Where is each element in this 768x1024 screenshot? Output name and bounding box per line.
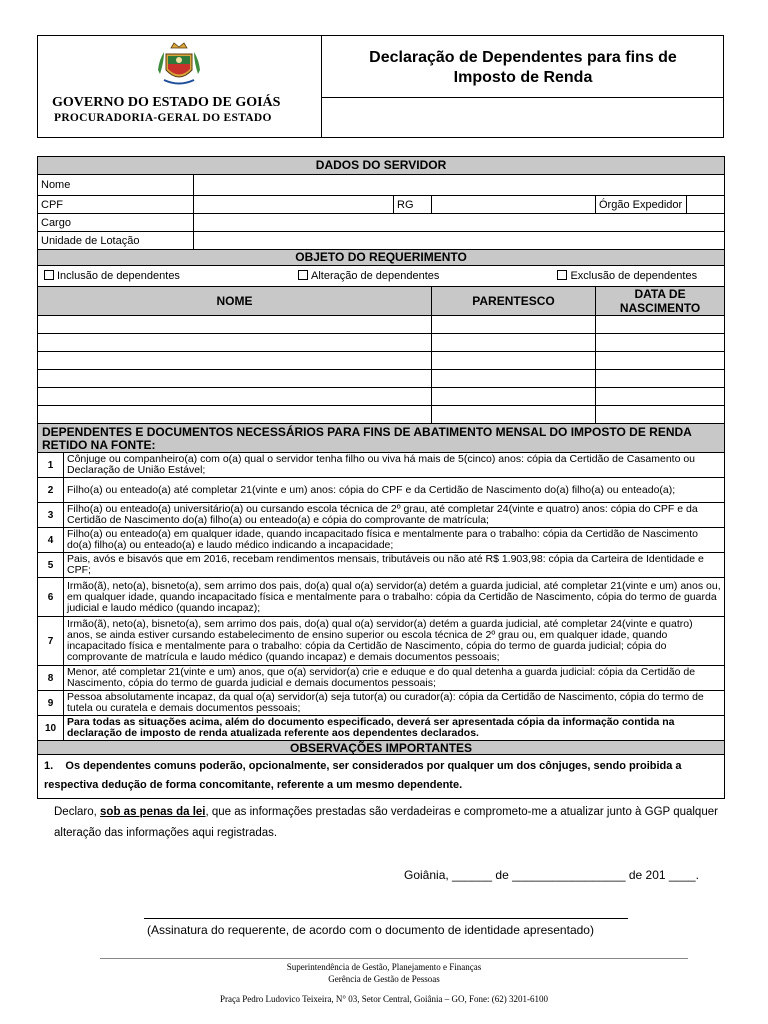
dependent-nascimento-field[interactable] — [596, 406, 725, 424]
dependent-row — [38, 352, 725, 370]
section-header-requerimento: OBJETO DO REQUERIMENTO — [38, 250, 725, 266]
dependent-nascimento-field[interactable] — [596, 316, 725, 334]
item-number: 2 — [38, 478, 64, 503]
item-number: 3 — [38, 503, 64, 528]
dependent-parentesco-field[interactable] — [432, 388, 596, 406]
observation-item: 1. Os dependentes comuns poderão, opcionalmente, ser considerados por qualquer um dos cônjuges, sendo proibida a respectiva dedução de forma concomitante, referente a um mesmo dependente. — [38, 755, 725, 799]
unidade-lotacao-label: Unidade de Lotação — [38, 232, 194, 250]
section-header-observacoes: OBSERVAÇÕES IMPORTANTES — [38, 741, 725, 755]
dependent-row — [38, 406, 725, 424]
item-number: 9 — [38, 691, 64, 716]
item-number: 7 — [38, 617, 64, 666]
footer-divider — [100, 958, 688, 959]
declaration-text: Declaro, sob as penas da lei, que as informações prestadas são verdadeiras e comprometo-me a atualizar junto à GGP qualquer alteração das informações aqui registradas. — [54, 806, 718, 839]
dependent-nome-field[interactable] — [38, 352, 432, 370]
document-requirement: Menor, até completar 21(vinte e um) anos, que o(a) servidor(a) crie e eduque e do qual detenha a guarda judicial: cópia da Certidão de Nascimento, cópia do termo de guarda judicial e demais documentos pessoais; — [64, 666, 725, 691]
declaration-emphasis: sob as penas da lei — [100, 806, 206, 818]
agency-name: PROCURADORIA-GERAL DO ESTADO — [54, 112, 272, 124]
document-requirement: Para todas as situações acima, além do documento especificado, deverá ser apresentada cópia da informação contida na declaração de imposto de renda atualizada referente aos dependentes declarados. — [64, 716, 725, 741]
dependent-row — [38, 370, 725, 388]
dependent-parentesco-field[interactable] — [432, 316, 596, 334]
nome-field[interactable] — [194, 175, 725, 196]
document-requirement: Cônjuge ou companheiro(a) com o(a) qual o servidor tenha filho ou viva há mais de 5(cinco) anos: cópia da Certidão de Casamento ou Declaração de União Estável; — [64, 453, 725, 478]
dependent-nome-field[interactable] — [38, 370, 432, 388]
cpf-label: CPF — [38, 196, 194, 214]
document-requirement: Pais, avós e bisavós que em 2016, recebam rendimentos mensais, tributáveis ou não até R$ 1.903,98: cópia da Carteira de Identidade e CPF; — [64, 553, 725, 578]
dependent-parentesco-field[interactable] — [432, 406, 596, 424]
request-options — [38, 266, 725, 287]
header-divider — [321, 97, 724, 98]
dependent-nome-field[interactable] — [38, 406, 432, 424]
orgao-expedidor-label: Órgão Expedidor — [596, 196, 687, 214]
option-exclusao[interactable]: Exclusão de dependentes — [557, 270, 697, 282]
rg-label: RG — [394, 196, 432, 214]
dependent-nascimento-field[interactable] — [596, 370, 725, 388]
item-number: 1 — [38, 453, 64, 478]
document-requirement: Filho(a) ou enteado(a) em qualquer idade, quando incapacitado física e mentalmente para o trabalho: cópia da Certidão de Nascimento do(a) filho(a) ou enteado(a) e laudo médico indicando a incapacidade; — [64, 528, 725, 553]
cargo-field[interactable] — [194, 214, 725, 232]
option-alteracao[interactable]: Alteração de dependentes — [298, 270, 439, 282]
document-requirement: Pessoa absolutamente incapaz, da qual o(a) servidor(a) seja tutor(a) ou curador(a): cópia da Certidão de Nascimento, cópia do termo de tutela ou curatela e demais documentos pessoais; — [64, 691, 725, 716]
dependent-nascimento-field[interactable] — [596, 352, 725, 370]
item-number: 8 — [38, 666, 64, 691]
signature-caption: (Assinatura do requerente, de acordo com o documento de identidade apresentado) — [147, 923, 594, 937]
document-requirement: Filho(a) ou enteado(a) universitário(a) ou cursando escola técnica de 2º grau, até completar 24(vinte e quatro) anos: cópia do CPF e da Certidão de Nascimento do(a) filho(a) ou enteado(a) e cópia do comprovante de matrícula; — [64, 503, 725, 528]
dependent-row — [38, 388, 725, 406]
dependent-nome-field[interactable] — [38, 334, 432, 352]
document-requirement: Filho(a) ou enteado(a) até completar 21(vinte e um) anos: cópia do CPF e da Certidão de Nascimento do(a) filho(a) ou enteado(a); — [64, 478, 725, 503]
column-header-parentesco: PARENTESCO — [432, 287, 596, 316]
item-number: 10 — [38, 716, 64, 741]
column-header-data-nascimento: DATA DE NASCIMENTO — [596, 287, 725, 316]
dependent-nome-field[interactable] — [38, 316, 432, 334]
dependent-nome-field[interactable] — [38, 388, 432, 406]
footer-address: Praça Pedro Ludovico Teixeira, N° 03, Setor Central, Goiânia – GO, Fone: (62) 3201-6100 — [220, 994, 548, 1004]
rg-field[interactable] — [432, 196, 596, 214]
dependent-parentesco-field[interactable] — [432, 352, 596, 370]
dependent-nascimento-field[interactable] — [596, 388, 725, 406]
document-header — [37, 35, 724, 138]
checkbox-icon[interactable] — [298, 270, 308, 280]
nome-label: Nome — [38, 175, 194, 196]
item-number: 6 — [38, 578, 64, 617]
column-header-nome: NOME — [38, 287, 432, 316]
item-number: 4 — [38, 528, 64, 553]
footer-line-2: Gerência de Gestão de Pessoas — [328, 974, 440, 984]
checkbox-icon[interactable] — [44, 270, 54, 280]
section-header-documentos: DEPENDENTES E DOCUMENTOS NECESSÁRIOS PARA FINS DE ABATIMENTO MENSAL DO IMPOSTO DE RENDA RETIDO NA FONTE: — [38, 424, 725, 453]
footer-line-1: Superintendência de Gestão, Planejamento e Finanças — [286, 962, 482, 972]
cargo-label: Cargo — [38, 214, 194, 232]
checkbox-icon[interactable] — [557, 270, 567, 280]
dependent-parentesco-field[interactable] — [432, 370, 596, 388]
dependent-nascimento-field[interactable] — [596, 334, 725, 352]
section-header-servidor: DADOS DO SERVIDOR — [38, 157, 725, 175]
option-inclusao[interactable]: Inclusão de dependentes — [44, 270, 180, 282]
dependent-parentesco-field[interactable] — [432, 334, 596, 352]
document-title: Declaração de Dependentes para fins de Imposto de Renda — [369, 49, 677, 86]
item-number: 5 — [38, 553, 64, 578]
document-requirement: Irmão(ã), neto(a), bisneto(a), sem arrimo dos pais, do(a) qual o(a) servidor(a) detém a guarda judicial, até completar 21(vinte e um) anos ou, em qualquer idade, quando incapacitado física e mentalmente para o trabalho: cópia da Certidão de Nascimento, cópia do termo de guarda judicial e laudo médico (quando incapaz); — [64, 578, 725, 617]
signature-line[interactable] — [144, 918, 628, 919]
declaration-form — [37, 156, 725, 799]
place-date-line[interactable]: Goiânia, ______ de _________________ de 201 ____. — [404, 868, 699, 882]
cpf-field[interactable] — [194, 196, 394, 214]
government-name: GOVERNO DO ESTADO DE GOIÁS — [52, 95, 281, 110]
state-coat-of-arms-icon — [156, 40, 202, 88]
document-requirement: Irmão(ã), neto(a), bisneto(a), sem arrimo dos pais, do(a) qual o(a) servidor(a) detém a guarda judicial, até completar 24(vinte e quatro) anos, se ainda estiver cursando estabelecimento de ensino superior ou escola técnica de 2º grau ou, em qualquer idade, quando incapacitado física e mentalmente para o trabalho: cópia da Certidão de Nascimento, cópia do termo de guarda judicial; cópia do comprovante de matrícula e laudo médico (quando incapaz) e demais documentos pessoais; — [64, 617, 725, 666]
unidade-lotacao-field[interactable] — [194, 232, 725, 250]
orgao-expedidor-field[interactable] — [687, 196, 725, 214]
dependent-row — [38, 334, 725, 352]
dependent-row — [38, 316, 725, 334]
